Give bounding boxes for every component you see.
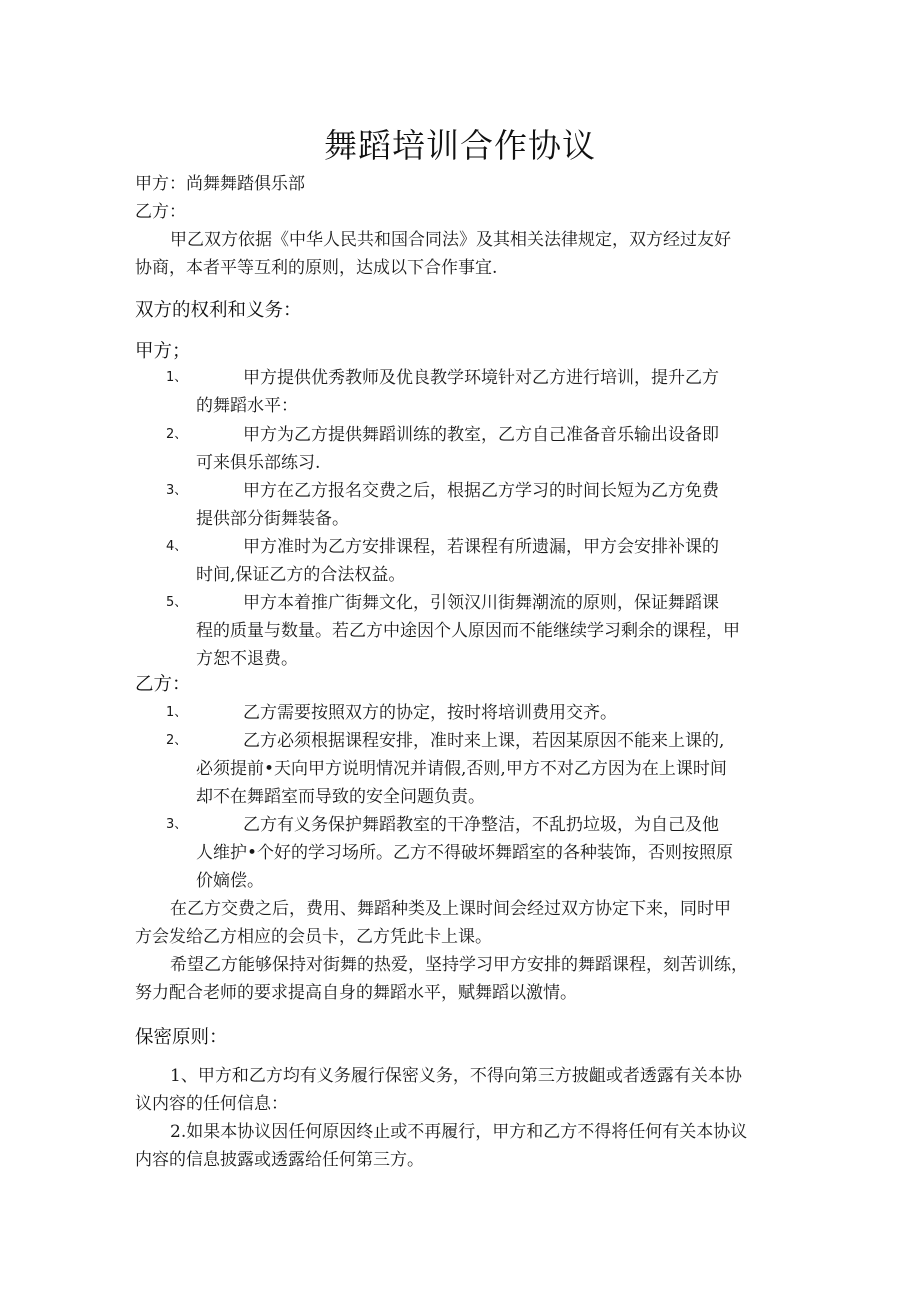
list-item-line: 可来俱乐部练习.: [196, 453, 321, 473]
paragraph-line: 方会发给乙方相应的会员卡，乙方凭此卡上课。: [135, 927, 492, 947]
intro-line: 协商，本者平等互利的原则，达成以下合作事宜.: [135, 258, 498, 278]
item-number: 1、: [166, 705, 188, 720]
list-item-line: 甲方提供优秀教师及优良教学环境针对乙方进行培训，提升乙方: [243, 368, 719, 388]
item-number: 2、: [166, 427, 188, 442]
list-item-line: 必须提前•天向甲方说明情况并请假,否则,甲方不对乙方因为在上课时间: [196, 759, 727, 779]
list-item-line: 乙方需要按照双方的协定，按时将培训费用交齐。: [243, 703, 617, 723]
party-a-heading: 甲方；: [135, 341, 191, 362]
list-item-line: 价嫡偿。: [196, 871, 264, 891]
party-b-heading: 乙方：: [135, 674, 191, 695]
confidential-line: 2.如果本协议因任何原因终止或不再履行，甲方和乙方不得将任何有关本协议: [170, 1122, 748, 1142]
item-number: 2、: [166, 733, 188, 748]
list-item-line: 甲方准时为乙方安排课程，若课程有所遗漏，甲方会安排补课的: [243, 537, 719, 557]
intro-line: 甲乙双方依据《中华人民共和国合同法》及其相关法律规定，双方经过友好: [170, 230, 731, 250]
rights-heading: 双方的权利和义务：: [135, 300, 302, 321]
list-item-line: 甲方在乙方报名交费之后，根据乙方学习的时间长短为乙方免费: [243, 481, 719, 501]
paragraph-line: 希望乙方能够保持对街舞的热爱，坚持学习甲方安排的舞蹈课程，刻苦训练，: [170, 955, 748, 975]
party-b-name: 乙方：: [135, 202, 186, 222]
confidential-line: 内容的信息披露或透露给任何第三方。: [135, 1150, 424, 1170]
item-number: 4、: [166, 539, 188, 554]
list-item-line: 乙方有义务保护舞蹈教室的干净整洁，不乱扔垃圾，为自己及他: [243, 815, 719, 835]
item-number: 3、: [166, 817, 188, 832]
list-item-line: 的舞蹈水平：: [196, 396, 298, 416]
list-item-line: 乙方必须根据课程安排，准时来上课，若因某原因不能来上课的,: [243, 731, 725, 751]
paragraph-line: 在乙方交费之后，费用、舞蹈种类及上课时间会经过双方协定下来，同时甲: [170, 899, 731, 919]
list-item-line: 时间,保证乙方的合法权益。: [196, 565, 406, 585]
item-number: 5、: [166, 595, 188, 610]
confidential-line: 1、甲方和乙方均有义务履行保密义务，不得向第三方披齟或者透露有关本协: [170, 1066, 742, 1086]
confidential-heading: 保密原则：: [135, 1027, 228, 1048]
item-number: 3、: [166, 483, 188, 498]
page-title: 舞蹈培训合作协议: [324, 126, 596, 165]
list-item-line: 程的质量与数量。若乙方中途因个人原因而不能继续学习剩余的课程，甲: [196, 621, 740, 641]
party-a-name: 甲方：尚舞舞踏俱乐部: [135, 174, 305, 194]
paragraph-line: 努力配合老师的要求提高自身的舞蹈水平，赋舞蹈以激情。: [135, 983, 577, 1003]
confidential-line: 议内容的任何信息：: [135, 1094, 288, 1114]
list-item-line: 人维护•个好的学习场所。乙方不得破坏舞蹈室的各种装饰，否则按照原: [196, 843, 734, 863]
list-item-line: 方恕不退费。: [196, 649, 298, 669]
list-item-line: 甲方为乙方提供舞蹈训练的教室，乙方自己准备音乐输出设备即: [243, 425, 719, 445]
list-item-line: 甲方本着推广街舞文化，引领汉川街舞潮流的原则，保证舞蹈课: [243, 593, 719, 613]
list-item-line: 提供部分街舞装备。: [196, 509, 349, 529]
item-number: 1、: [166, 370, 188, 385]
list-item-line: 却不在舞蹈室而导致的安全问题负责。: [196, 787, 485, 807]
